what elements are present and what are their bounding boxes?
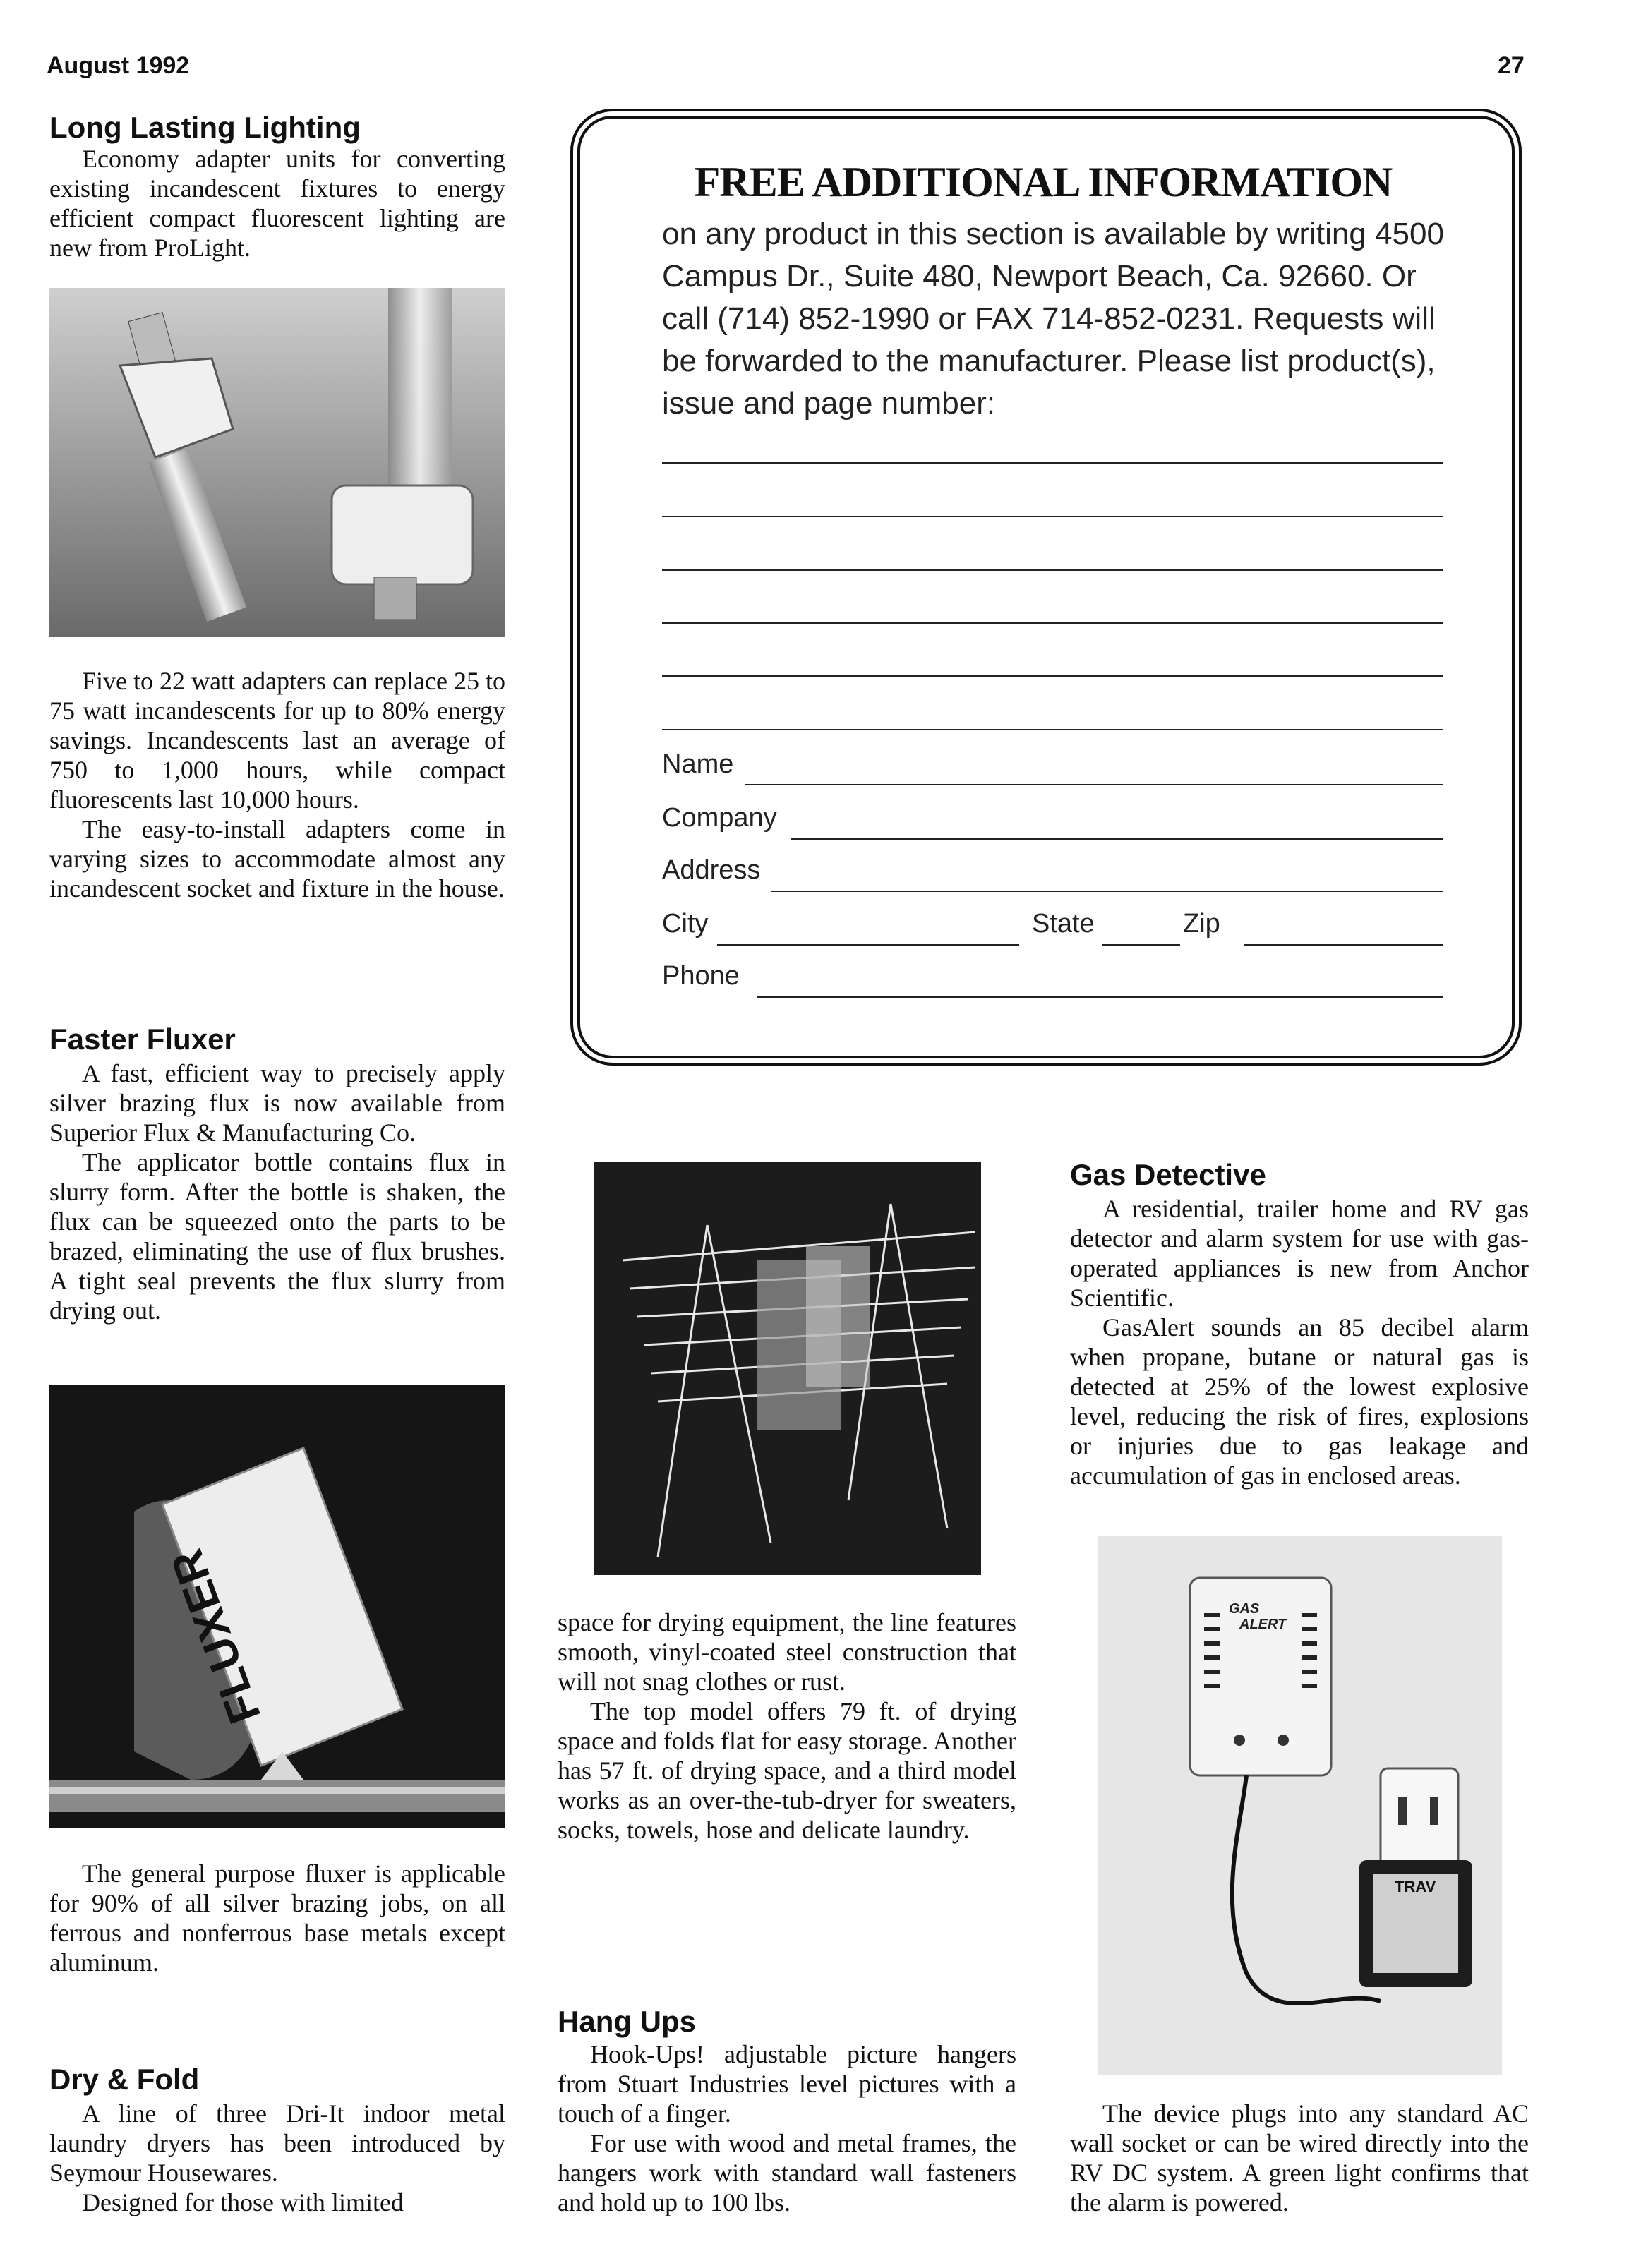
phone-label: Phone xyxy=(662,961,740,991)
name-label: Name xyxy=(662,749,734,779)
name-field[interactable] xyxy=(745,784,1443,785)
zip-label: Zip xyxy=(1183,909,1220,939)
page-number: 27 xyxy=(1498,52,1525,79)
laundry-dryer-image xyxy=(594,1162,981,1575)
zip-field[interactable] xyxy=(1244,944,1443,946)
fluxer-photo xyxy=(49,1385,505,1828)
product-line-4[interactable] xyxy=(662,622,1443,624)
hangups-body: Hook-Ups! adjustable picture hangers from Stuart Industries level pictures with a touch of a finger. For use with wood and metal frames, the hangers work with standard wall fasteners and hold up to 100 lbs. xyxy=(558,2040,1016,2216)
adapter-label: TRAV xyxy=(1395,1878,1436,1895)
address-label: Address xyxy=(662,855,761,885)
city-field[interactable] xyxy=(717,944,1019,946)
fluxer-body: A fast, efficient way to precisely apply silver brazing flux is now available from Superior Flux & Manufacturing Co. The applicator bottle contains flux in slurry form. After the bottle is shaken, the flux can be squeezed onto the parts to be brazed, eliminating the use of flux brushes. A tight seal prevents the flux slurry from drying out. xyxy=(49,1059,505,1325)
device-label-alert: ALERT xyxy=(1239,1617,1287,1632)
issue-date: August 1992 xyxy=(47,52,190,79)
phone-field[interactable] xyxy=(757,996,1443,998)
lighting-body: Five to 22 watt adapters can replace 25 to 75 watt incandescents for up to 80% energy savings. Incandescents last an average of 750 to 1,000 hours, while compact fluorescents last 10,000 hours. The easy-to-install adapters come in varying sizes to accommodate almost any incandescent socket and fixture in the house. xyxy=(49,667,505,903)
state-field[interactable] xyxy=(1102,944,1180,946)
gas-title: Gas Detective xyxy=(1070,1158,1266,1191)
address-field[interactable] xyxy=(771,891,1443,892)
info-title: FREE ADDITIONAL INFORMATION xyxy=(694,159,1393,205)
gas-body: A residential, trailer home and RV gas detector and alarm system for use with gas-operated appliances is new from Anchor Scientific. GasAlert sounds an 85 decibel alarm when propane, butane or natural gas is detected at 25% of the lowest explosive level, reducing the risk of fires, explosions or injuries due to gas leakage and accumulation of gas in enclosed areas. xyxy=(1070,1195,1529,1490)
product-line-1[interactable] xyxy=(662,462,1443,464)
info-text: on any product in this section is available by writing 4500 Campus Dr., Suite 480, Newport Beach, Ca. 92660. Or call (714) 852-1990 or FAX 714-852-0231. Requests will be forwarded to the manufacturer. Please list product(s), issue and page number: xyxy=(662,217,1444,421)
fluxer-bottle-label: FLUXER xyxy=(160,1543,271,1730)
product-line-3[interactable] xyxy=(662,569,1443,571)
state-label: State xyxy=(1032,909,1095,939)
dryfold-title: Dry & Fold xyxy=(49,2063,200,2096)
device-label-gas: GAS xyxy=(1229,1601,1260,1617)
company-field[interactable] xyxy=(791,838,1443,840)
fluxer-body-2: The general purpose fluxer is applicable for 90% of all silver brazing jobs, on all ferrous and nonferrous base metals except aluminum. xyxy=(49,1859,505,1977)
hangups-title: Hang Ups xyxy=(558,2005,697,2038)
city-label: City xyxy=(662,909,709,939)
gas-alert-device-image xyxy=(1098,1536,1502,2075)
dryer-photo xyxy=(594,1162,981,1575)
fluorescent-adapter-image xyxy=(49,288,505,637)
lighting-intro: Economy adapter units for converting existing incandescent fixtures to energy efficient compact fluorescent lighting are new from ProLight. xyxy=(49,145,505,262)
dryfold-continued: space for drying equipment, the line features smooth, vinyl-coated steel construction that will not snag clothes or rust. The top model offers 79 ft. of drying space and folds flat for easy storage. Another has 57 ft. of drying space, and a third model works as an over-the-tub-dryer for sweaters, socks, towels, hose and delicate laundry. xyxy=(558,1608,1016,1844)
dryfold-body: A line of three Dri-It indoor metal laundry dryers has been introduced by Seymour Housewares. Designed for those with limited xyxy=(49,2099,505,2216)
gas-body-2: The device plugs into any standard AC wall socket or can be wired directly into the RV DC system. A green light confirms that the alarm is powered. xyxy=(1070,2099,1529,2216)
lighting-title: Long Lasting Lighting xyxy=(49,111,361,144)
flux-bottle-image xyxy=(49,1385,505,1828)
lighting-photo xyxy=(49,288,505,637)
company-label: Company xyxy=(662,803,777,833)
gas-alarm-photo xyxy=(1098,1536,1502,2075)
product-line-5[interactable] xyxy=(662,675,1443,677)
fluxer-title: Faster Fluxer xyxy=(49,1023,236,1056)
product-line-6[interactable] xyxy=(662,729,1443,730)
product-line-2[interactable] xyxy=(662,516,1443,517)
